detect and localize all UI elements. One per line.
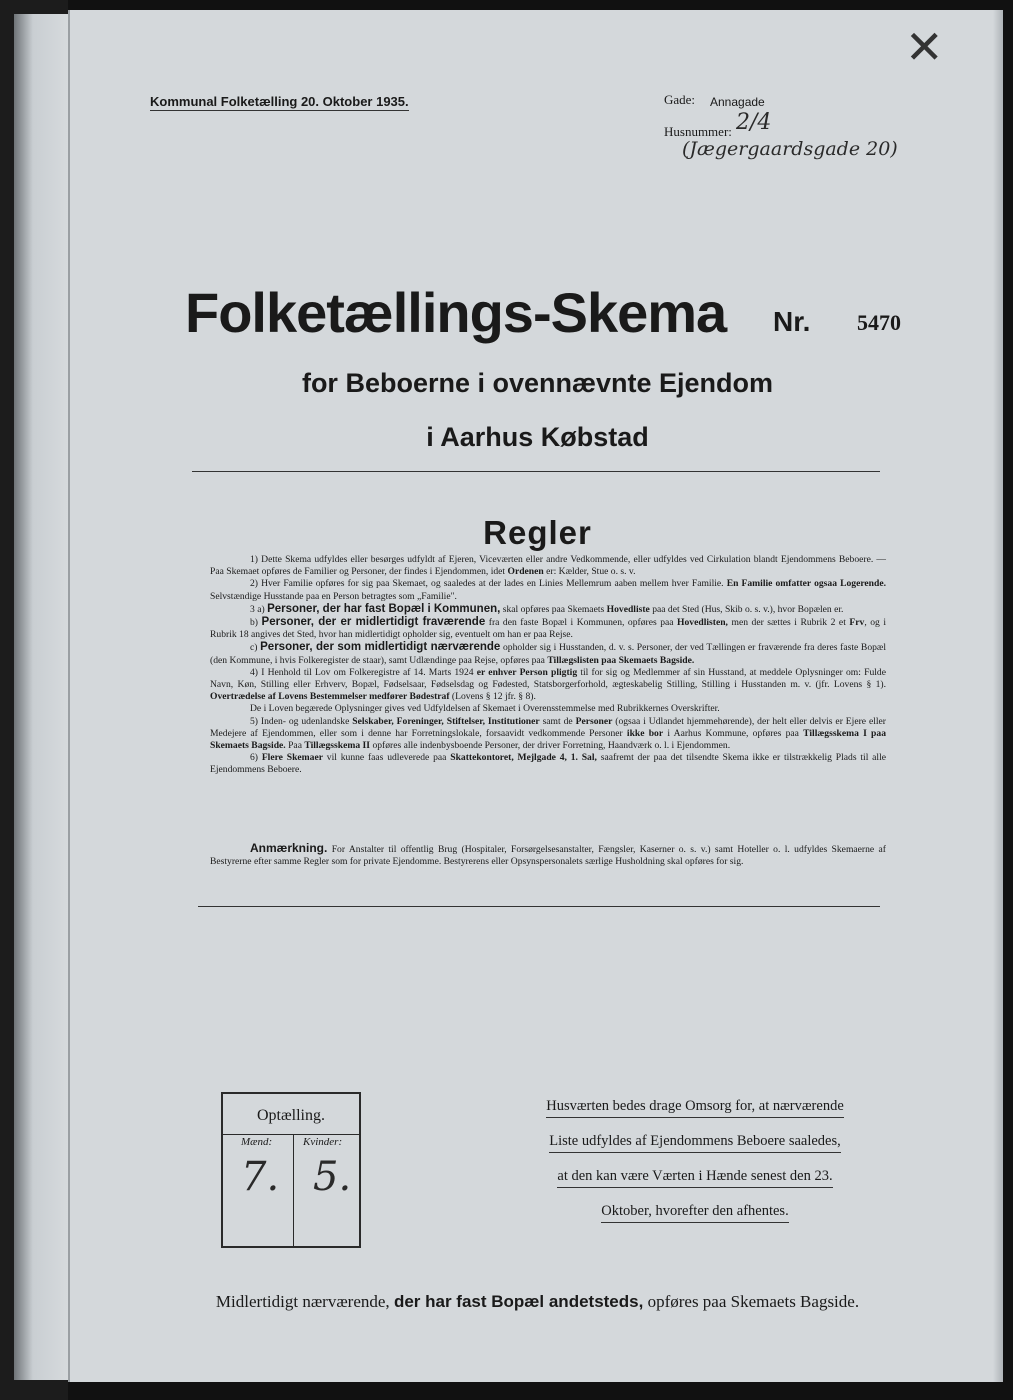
- rule-5-bold-4: Tillægsskema I paa Skemaets Bagside.: [210, 727, 886, 752]
- maend-label: Mænd:: [241, 1136, 273, 1148]
- rule-4-text-2: til for sig og Medlemmer af sin Husstand, at meddele Oplysninger om: Fulde Navn, Køn, Stilling eller Erhverv, Bopæl, Fødselsaar, Fødselsdag og Fødested, Statsborgerforhold, ægteskabelig Stilling, Stilling i Husstanden m. v. (jfr. Lovens § 1).: [210, 666, 886, 691]
- rule-3a-heading: Personer, der har fast Bopæl i Kommunen,: [267, 602, 501, 615]
- kvinder-count: 5.: [313, 1154, 352, 1200]
- notice-line-4: Oktober, hvorefter den afhentes.: [601, 1203, 788, 1223]
- form-number-value: 5470: [857, 310, 901, 335]
- notice-line-3-row: [505, 1168, 885, 1201]
- notice-line-2-row: [505, 1133, 885, 1166]
- kvinder-label: Kvinder:: [303, 1136, 343, 1148]
- rule-3b-text-end: , og i Rubrik 18 angives det Sted, hvor han midlertidigt opholder sig, eventuelt om han er paa Rejse.: [210, 617, 887, 641]
- husnummer-value: 2/4: [736, 110, 772, 135]
- corner-x-mark-icon: ✕: [905, 20, 944, 74]
- rule-3c-text: opholder sig i Husstanden, d. v. s. Personer, der ved Tællingen er fraværende fra deres faste Bopæl (den Kommune, i hvis Folkeregister de staar), samt Udlændinge paa Rejse, opføres paa: [210, 642, 886, 666]
- rule-3b: [210, 616, 886, 641]
- rule-6-text-end: saafremt der paa det tilsendte Skema ikke er tilstrækkelig Plads til alle Ejendommens Beboere.: [210, 752, 887, 776]
- rule-1-text-end: er: Kælder, Stue o. s. v.: [546, 566, 636, 578]
- previous-page-edge: [14, 14, 68, 1380]
- rule-4: [210, 667, 886, 704]
- footer-part-a: Midlertidigt nærværende,: [215, 1292, 390, 1311]
- rule-3c: [210, 641, 886, 666]
- rule-3a-text-end: paa det Sted (Hus, Skib o. s. v.), hvor Bopælen er.: [652, 603, 844, 615]
- rule-6-text: vil kunne faas udleverede paa: [326, 752, 447, 764]
- rule-3b-number: b): [250, 617, 258, 629]
- rule-5-text-4: i Aarhus Kommune, opføres paa: [667, 727, 799, 739]
- maend-count: 7.: [241, 1154, 280, 1200]
- rule-2-bold: En Familie omfatter ogsaa Logerende.: [726, 578, 887, 590]
- rule-6-bold: Flere Skemaer: [261, 752, 323, 764]
- landlord-notice: [505, 1098, 885, 1238]
- husnummer-alternate-address: (Jægergaardsgade 20): [682, 138, 898, 160]
- form-number-label: Nr.: [773, 306, 811, 337]
- divider-top: [192, 471, 880, 472]
- rule-3a-number: 3 a): [250, 603, 265, 615]
- rule-5-text-5: Paa: [288, 740, 302, 752]
- rule-3a-text: skal opføres paa Skemaets: [502, 603, 605, 615]
- gade-value: Annagade: [710, 95, 765, 109]
- footer-part-b: der har fast Bopæl andetsteds,: [393, 1292, 644, 1311]
- rule-5-text-3: (ogsaa i Udlandet hjemmehørende), der helt eller delvis er Ejere eller Medejere af Ejendommen, eller som i denne har Forretningslokale, forsaavidt vedkommende Personer: [210, 715, 886, 739]
- rule-5-bold: Selskaber, Foreninger, Stiftelser, Institutioner: [352, 715, 540, 727]
- optaelling-box: [221, 1092, 361, 1248]
- rule-3b-heading: Personer, der er midlertidigt fraværende: [261, 616, 486, 629]
- anmaerkning-section: [210, 842, 886, 869]
- rule-3b-bold: Hovedlisten,: [677, 617, 728, 629]
- rule-5-bold-3: ikke bor: [626, 727, 664, 739]
- rule-4-bold-2: Overtrædelse af Lovens Bestemmelser medfører Bødestraf: [210, 691, 450, 703]
- rule-2: [210, 578, 886, 602]
- rule-2-text-end: Selvstændige Husstande paa en Person betragtes som „Familie".: [210, 590, 457, 602]
- rule-3a-bold: Hovedliste: [606, 603, 650, 615]
- gade-label: Gade:: [664, 92, 696, 107]
- rule-6-number: 6): [250, 752, 258, 764]
- anmaerkning-paragraph: [210, 842, 886, 869]
- notice-line-1-row: [505, 1098, 885, 1131]
- rule-5-text-2: samt de: [542, 715, 573, 727]
- form-title: Folketællings-Skema: [185, 281, 727, 344]
- rule-5-text: 5) Inden- og udenlandske: [250, 715, 350, 727]
- rule-2-text: 2) Hver Familie opføres for sig paa Skemaet, og saaledes at der lades en Linies Mellemrum aaben mellem hver Familie.: [250, 578, 724, 590]
- rule-3a: [210, 603, 886, 616]
- rule-3b-text: fra den faste Bopæl i Kommunen, opføres paa: [488, 617, 674, 629]
- optaelling-title: Optælling.: [223, 1094, 359, 1135]
- notice-line-1: Husværten bedes drage Omsorg for, at nærværende: [546, 1098, 844, 1118]
- rule-4-note-text: De i Loven begærede Oplysninger gives ved Udfyldelsen af Skemaet i Overensstemmelse med Rubrikkernes Overskrifter.: [250, 703, 720, 715]
- page-right-edge: [993, 10, 1003, 1382]
- anmaerkning-text: For Anstalter til offentlig Brug (Hospitaler, Forsørgelsesanstalter, Fængsler, Kaserner o. s. v.) samt Hoteller o. l. udfyldes Skemaerne af Bestyrerne efter samme Regler som for private Ejendomme. Bestyrerens eller Opsynspersonalets særlige Husholdning skal opføres for sig.: [210, 844, 886, 868]
- footer-note: [70, 1292, 1005, 1312]
- rule-4-bold: er enhver Person pligtig: [476, 666, 578, 678]
- census-line: Kommunal Folketælling 20. Oktober 1935.: [150, 94, 409, 109]
- rule-5-text-end: opføres alle indenbysboende Personer, der driver Forretning, Haandværk o. l. i Ejendommen.: [372, 740, 731, 752]
- rule-3c-heading: Personer, der som midlertidigt nærværende: [260, 641, 501, 654]
- rule-1: [210, 554, 886, 578]
- rule-1-bold: Ordenen: [507, 566, 544, 578]
- rules-text: [210, 554, 886, 777]
- rule-3c-number: c): [250, 642, 258, 654]
- rule-5-bold-2: Personer: [575, 715, 613, 727]
- rule-6: [210, 752, 886, 776]
- rule-3c-bold: Tillægslisten paa Skemaets Bagside.: [547, 654, 695, 666]
- notice-line-2: Liste udfyldes af Ejendommens Beboere saaledes,: [549, 1133, 841, 1153]
- footer-part-c: opføres paa Skemaets Bagside.: [647, 1292, 860, 1311]
- form-subtitle-2: i Aarhus Købstad: [426, 422, 649, 452]
- census-form-page: [68, 10, 1003, 1382]
- rule-4-text: 4) I Henhold til Lov om Folkeregistre af 14. Marts 1924: [250, 666, 474, 678]
- notice-line-3: at den kan være Værten i Hænde senest den 23.: [557, 1168, 832, 1188]
- divider-bottom: [198, 906, 880, 907]
- rule-1-text: 1) Dette Skema udfyldes eller besørges udfyldt af Ejeren, Viceværten eller andre Vedkommende, eller udfyldes ved Cirkulation blandt Ejendommens Beboere. — Paa Skemaet opføres de Familier og Personer, der findes i Ejendommen, idet: [210, 554, 886, 578]
- rule-3b-text-2: men der sættes i Rubrik 2 et: [731, 617, 846, 629]
- optaelling-divider: [293, 1134, 294, 1246]
- rule-4-note: [210, 703, 886, 715]
- rule-4-text-3: (Lovens § 12 jfr. § 8).: [451, 691, 536, 703]
- rule-6-bold-2: Skattekontoret, Mejlgade 4, 1. Sal,: [450, 752, 597, 764]
- form-subtitle-1: for Beboerne i ovennævnte Ejendom: [301, 368, 774, 398]
- notice-line-4-row: [505, 1203, 885, 1236]
- rules-heading: Regler: [483, 514, 592, 551]
- book-spine: [0, 0, 68, 1400]
- rule-5: [210, 716, 886, 753]
- rule-3b-frv: Frv: [849, 617, 865, 629]
- rule-5-bold-5: Tillægsskema II: [304, 740, 371, 752]
- anmaerkning-label: Anmærkning.: [250, 841, 328, 855]
- husnummer-label: Husnummer:: [664, 124, 732, 139]
